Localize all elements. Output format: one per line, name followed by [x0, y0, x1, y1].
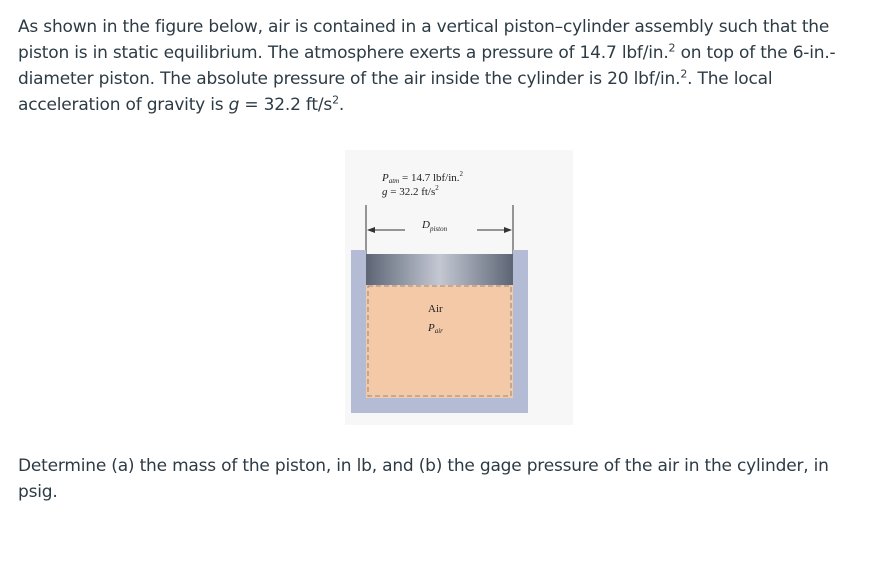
- superscript-2: 2: [668, 41, 676, 55]
- pair-label: Pair: [428, 322, 443, 335]
- diameter-label: $D_{piston}$: [422, 219, 448, 233]
- superscript-2: 2: [680, 67, 688, 81]
- intro-text-1: As shown in the figure below, air is contained in a vertical piston–cylinder assembly such that the piston is in static equilibrium. The atmosphere exerts a pressure of 14.7 lbf/in.: [18, 17, 830, 63]
- patm-label: Patm = 14.7 lbf/in.$^2$: [382, 170, 464, 185]
- gravity-label: g = 32.2 $ft/s^2$: [382, 184, 439, 198]
- intro-text-5: .: [338, 95, 345, 115]
- superscript-2: 2: [332, 93, 339, 107]
- piston: [366, 254, 513, 285]
- gravity-symbol: g: [228, 95, 240, 115]
- intro-text-3: . The local acceleration of gravity is: [18, 69, 773, 115]
- intro-text-2: on top of the 6-in.-diameter piston. The absolute pressure of the air inside the cylinder is 20 lbf/in.: [18, 43, 836, 89]
- question-text: Determine (a) the mass of the piston, in lb, and (b) the gage pressure of the air in the cylinder, in psig.: [18, 456, 829, 502]
- air-region: [366, 285, 513, 398]
- piston-cylinder-figure: [345, 150, 573, 425]
- intro-text-4: = 32.2 ft/s: [239, 95, 333, 115]
- air-label: Air: [428, 303, 443, 315]
- problem-statement: [18, 14, 858, 118]
